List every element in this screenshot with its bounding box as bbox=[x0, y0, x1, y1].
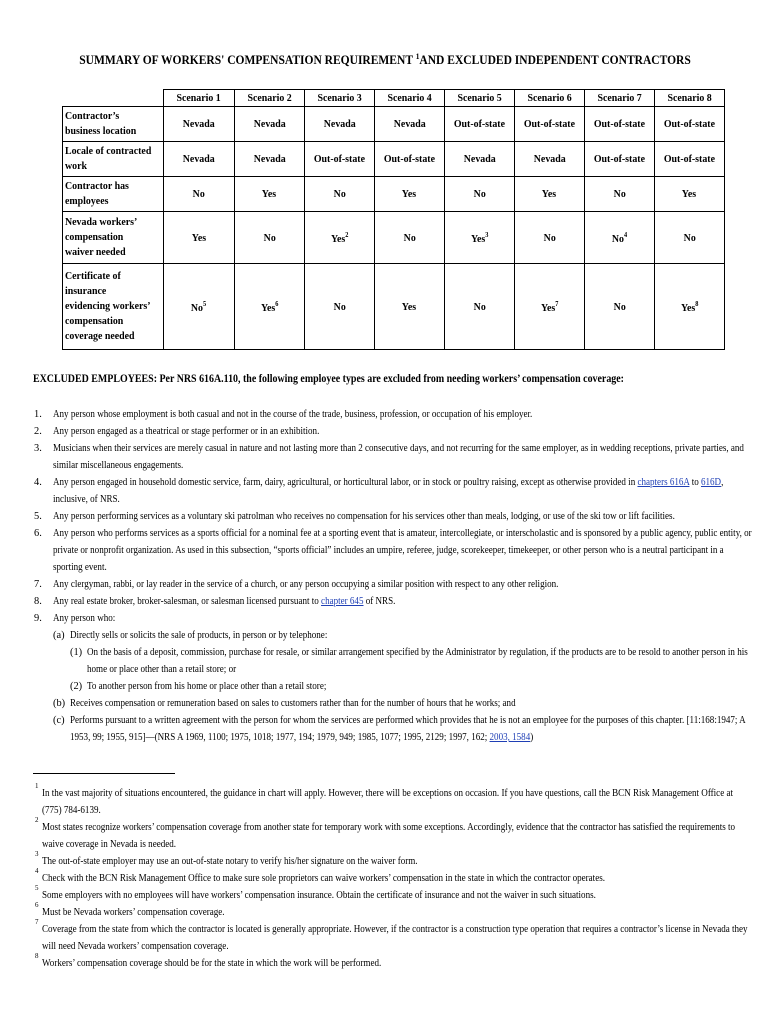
scenario-cell bbox=[374, 212, 444, 264]
table-row bbox=[63, 142, 725, 177]
list-item-number: 6. bbox=[34, 528, 42, 539]
scenario-header bbox=[163, 90, 234, 107]
scenario-cell bbox=[514, 142, 584, 177]
sub-item-number: (b) bbox=[53, 698, 66, 709]
table-row bbox=[63, 177, 725, 212]
footnote-text: Some employers with no employees will have workers’ compensation insurance. Obtain the certificate of insurance and not the waiver in such situations. bbox=[42, 890, 596, 901]
footnote-text: Check with the BCN Risk Management Office to make sure sole proprietors can waive workers’ compensation in the state in which the contractor operates. bbox=[42, 873, 605, 884]
list-item-number: 5. bbox=[34, 511, 42, 522]
list-item-text: Any clergyman, rabbi, or lay reader in the service of a church, or any person occupying a similar position with respect to any other religion. bbox=[53, 579, 559, 590]
footnote-ref: 5 bbox=[203, 299, 207, 308]
cell-value: No$^4$ bbox=[611, 230, 628, 245]
cell-value: Out-of-state bbox=[593, 153, 645, 165]
list-item-text: Any person performing services as a voluntary ski patrolman who receives no compensation for his services other than meals, lodging, or use of the ski tow or lift facilities. bbox=[53, 511, 675, 522]
sub-item-number: (a) bbox=[53, 630, 65, 641]
sub-item-text: To another person from his home or place other than a retail store; bbox=[87, 681, 327, 692]
cell-value: Yes bbox=[402, 300, 417, 313]
scenario-cell bbox=[514, 212, 584, 264]
row-label-line: Locale of contracted bbox=[65, 145, 152, 157]
list-item-text: Any person engaged in household domestic service, farm, dairy, agricultural, or horticultural labor, or in stock or poultry raising, except as otherwise provided in chapters 616A to 616D, bbox=[53, 477, 724, 488]
list-item-text: sporting event. bbox=[53, 562, 107, 573]
footnote-text: Coverage from the state from which the contractor is located is generally appropriate. However, if the contractor is a construction type operation that requires a contractor’s license in Nevada they bbox=[42, 924, 748, 935]
footnote-ref: 2 bbox=[344, 230, 349, 239]
cell-value: No bbox=[473, 300, 486, 313]
scenario-cell bbox=[234, 177, 304, 212]
sub-item-number: (2) bbox=[70, 681, 83, 692]
nrs-chapter-link[interactable]: chapters 616A bbox=[637, 477, 690, 488]
row-label-line: work bbox=[65, 160, 88, 172]
footnote-number: 6 bbox=[35, 901, 39, 909]
scenario-cell bbox=[163, 177, 234, 212]
cell-value: Nevada bbox=[253, 153, 286, 165]
scenario-cell bbox=[584, 212, 654, 264]
cell-value: No$^5$ bbox=[191, 299, 207, 314]
scenario-cell bbox=[654, 212, 724, 264]
scenario-cell bbox=[654, 264, 724, 350]
list-item-text: Musicians when their services are merely casual in nature and not lasting more than 2 consecutive days, and not recurring for the same employer, as in wedding receptions, private parties, and bbox=[53, 443, 744, 454]
cell-value: Out-of-state bbox=[663, 153, 715, 165]
scenario-cell bbox=[654, 177, 724, 212]
sub-item-text: Directly sells or solicits the sale of products, in person or by telephone: bbox=[70, 630, 328, 641]
cell-value: Yes bbox=[682, 188, 697, 200]
table-row bbox=[63, 212, 725, 264]
row-label-line: Contractor’s bbox=[65, 110, 120, 122]
scenario-cell bbox=[234, 142, 304, 177]
scenario-cell bbox=[304, 142, 374, 177]
scenario-header bbox=[444, 90, 514, 107]
cell-value: Out-of-state bbox=[593, 118, 645, 130]
cell-value: Yes bbox=[542, 188, 557, 200]
scenario-cell bbox=[374, 177, 444, 212]
list-item-number: 4. bbox=[34, 477, 42, 488]
cell-value: Out-of-state bbox=[313, 153, 365, 165]
list-item-number: 7. bbox=[34, 579, 42, 590]
cell-value: No bbox=[263, 231, 276, 244]
scenario-cell bbox=[584, 142, 654, 177]
row-label-line: waiver needed bbox=[65, 246, 126, 258]
cell-value: Nevada bbox=[253, 118, 286, 130]
nrs-chapter-link[interactable]: chapter 645 bbox=[321, 596, 364, 607]
sub-item-text: 1953, 99; 1955, 915]—(NRS A 1969, 1100; 1975, 1018; 1977, 194; 1979, 949; 1985, 1077; 1995, 2129; 1997, 162; 2003, 1584) bbox=[70, 732, 534, 743]
cell-value: No bbox=[403, 231, 416, 244]
scenario-cell bbox=[234, 107, 304, 142]
scenario-cell bbox=[654, 107, 724, 142]
table-corner bbox=[63, 90, 164, 107]
footnote-text: waive coverage in Nevada is needed. bbox=[42, 839, 177, 850]
scenario-header-text: Scenario 6 bbox=[527, 92, 572, 104]
footnote-ref: 4 bbox=[623, 230, 628, 239]
scenario-header-text: Scenario 4 bbox=[387, 92, 432, 104]
cell-value: No bbox=[683, 231, 696, 244]
scenario-cell bbox=[234, 212, 304, 264]
scenario-cell bbox=[304, 107, 374, 142]
scenario-cell bbox=[163, 142, 234, 177]
scenario-header bbox=[234, 90, 304, 107]
cell-value: Nevada bbox=[182, 153, 215, 165]
list-item-number: 9. bbox=[34, 613, 42, 624]
row-label-line: compensation bbox=[65, 231, 124, 243]
scenario-cell bbox=[444, 177, 514, 212]
row-label-line: business location bbox=[65, 125, 137, 137]
sub-item-number: (c) bbox=[53, 715, 65, 726]
footnote-text: Workers’ compensation coverage should be for the state in which the work will be performed. bbox=[42, 958, 382, 969]
list-item-text: Any person engaged as a theatrical or stage performer or in an exhibition. bbox=[53, 426, 320, 437]
cell-value: No bbox=[543, 231, 556, 244]
footnote-number: 8 bbox=[35, 952, 39, 960]
row-label bbox=[63, 142, 164, 177]
scenario-cell bbox=[374, 142, 444, 177]
footnote-number: 7 bbox=[35, 918, 39, 926]
row-label bbox=[63, 264, 164, 350]
scenario-header bbox=[654, 90, 724, 107]
footnote-ref: 6 bbox=[274, 299, 279, 308]
scenario-cell bbox=[304, 264, 374, 350]
scenario-cell bbox=[514, 177, 584, 212]
footnote-number: 3 bbox=[35, 850, 39, 858]
footnote-text: (775) 784-6139. bbox=[42, 805, 101, 816]
row-label-line: Nevada workers’ bbox=[65, 216, 138, 228]
list-item-text: private or nonprofit organization. As used in this subsection, “sports official” includes an umpire, referee, judge, scorekeeper, timekeeper, or other person who is a neutral participant in a bbox=[53, 545, 724, 556]
cell-value: No bbox=[473, 188, 486, 200]
row-label-line: compensation bbox=[65, 315, 124, 327]
cell-value: No bbox=[192, 188, 205, 200]
scenario-cell bbox=[163, 264, 234, 350]
title-footnote-marker: 1 bbox=[415, 52, 420, 61]
scenario-cell bbox=[304, 177, 374, 212]
cell-value: Yes$^6$ bbox=[260, 299, 279, 314]
page-title bbox=[27, 52, 743, 68]
cell-value: Yes bbox=[191, 231, 207, 244]
row-label bbox=[63, 212, 164, 264]
table-row bbox=[63, 107, 725, 142]
cell-value: Out-of-state bbox=[383, 153, 435, 165]
scenario-cell bbox=[514, 107, 584, 142]
scenario-header bbox=[584, 90, 654, 107]
footnote-ref: 7 bbox=[554, 299, 559, 308]
cell-value: Yes$^7$ bbox=[540, 299, 559, 314]
sub-item-text: On the basis of a deposit, commission, purchase for resale, or similar arrangement specified by the Administrator by regulation, if the products are to be resold to another person in his bbox=[87, 647, 748, 658]
cell-value: Yes$^2$ bbox=[330, 230, 349, 245]
list-item-number: 1. bbox=[34, 409, 42, 420]
list-item-text: similar miscellaneous engagements. bbox=[53, 460, 184, 471]
scenario-header bbox=[374, 90, 444, 107]
scenario-cell bbox=[444, 264, 514, 350]
nrs-chapter-link[interactable]: 2003, 1584 bbox=[489, 732, 531, 743]
sub-item-text: Performs pursuant to a written agreement with the person for whom the services are performed which provides that he is not an employee for the purposes of this chapter. [11:168:1947; A bbox=[70, 715, 746, 726]
cell-value: Nevada bbox=[463, 153, 496, 165]
footnote-number: 1 bbox=[35, 782, 39, 790]
list-item-number: 8. bbox=[34, 596, 42, 607]
scenario-header-text: Scenario 8 bbox=[667, 92, 712, 104]
row-label-line: employees bbox=[65, 195, 109, 207]
list-item-number: 2. bbox=[34, 426, 42, 437]
footnote-number: 4 bbox=[35, 867, 39, 875]
footnote-text: Most states recognize workers’ compensation coverage from another state for temporary work with some exceptions. Accordingly, evidence that the contractor has satisfied the requirements to bbox=[42, 822, 736, 833]
title-text-before: SUMMARY OF WORKERS' COMPENSATION REQUIREMENT bbox=[79, 53, 413, 67]
cell-value: Out-of-state bbox=[453, 118, 505, 130]
list-item-number: 3. bbox=[34, 443, 42, 454]
scenario-cell bbox=[374, 107, 444, 142]
cell-value: Nevada bbox=[323, 118, 356, 130]
row-label-line: evidencing workers’ bbox=[65, 300, 151, 312]
footnote-number: 2 bbox=[35, 816, 39, 824]
scenario-cell bbox=[444, 212, 514, 264]
scenario-cell bbox=[514, 264, 584, 350]
cell-value: Out-of-state bbox=[663, 118, 715, 130]
row-label bbox=[63, 107, 164, 142]
scenario-header-text: Scenario 5 bbox=[457, 92, 502, 104]
row-label-line: coverage needed bbox=[65, 330, 135, 342]
scenario-table bbox=[62, 89, 725, 350]
row-label-line: Contractor has bbox=[65, 180, 129, 192]
cell-value: No bbox=[333, 188, 346, 200]
row-label-line: insurance bbox=[65, 285, 107, 297]
nrs-chapter-link[interactable]: 616D bbox=[701, 477, 722, 488]
footnote-text: will need Nevada workers’ compensation coverage. bbox=[42, 941, 229, 952]
sub-item-number: (1) bbox=[70, 647, 83, 658]
cell-value: Nevada bbox=[182, 118, 215, 130]
list-item-text: Any real estate broker, broker-salesman, or salesman licensed pursuant to chapter 645 of NRS. bbox=[53, 596, 396, 607]
row-label bbox=[63, 177, 164, 212]
scenario-cell bbox=[584, 177, 654, 212]
scenario-cell bbox=[163, 212, 234, 264]
row-label-line: Certificate of bbox=[65, 270, 121, 282]
scenario-cell bbox=[654, 142, 724, 177]
footnote-text: The out-of-state employer may use an out-of-state notary to verify his/her signature on the waiver form. bbox=[42, 856, 418, 867]
list-item-text: Any person whose employment is both casual and not in the course of the trade, business, profession, or occupation of his employer. bbox=[53, 409, 533, 420]
cell-value: Nevada bbox=[393, 118, 426, 130]
cell-value: No bbox=[613, 300, 626, 313]
footnote-number: 5 bbox=[35, 884, 39, 892]
cell-value: Yes$^8$ bbox=[680, 299, 699, 314]
cell-value: Nevada bbox=[533, 153, 566, 165]
scenario-header-text: Scenario 1 bbox=[176, 92, 222, 104]
excluded-employees-heading: EXCLUDED EMPLOYEES: Per NRS 616A.110, the following employee types are excluded from needing workers’ compensation coverage: bbox=[33, 373, 625, 385]
scenario-cell bbox=[163, 107, 234, 142]
footnote-ref: 3 bbox=[484, 230, 489, 239]
sub-item-text: home or place other than a retail store; or bbox=[87, 664, 237, 675]
scenario-cell bbox=[584, 107, 654, 142]
sub-item-text: Receives compensation or remuneration based on sales to customers rather than for the number of hours that he works; and bbox=[70, 698, 516, 709]
scenario-cell bbox=[584, 264, 654, 350]
table-row bbox=[63, 264, 725, 350]
cell-value: Yes bbox=[402, 188, 417, 200]
list-item-text: inclusive, of NRS. bbox=[53, 494, 120, 505]
scenario-cell bbox=[444, 107, 514, 142]
footnote-text: In the vast majority of situations encountered, the guidance in chart will apply. However, there will be exceptions on occasion. If you have questions, call the BCN Risk Management Office at bbox=[42, 788, 733, 799]
list-item-text: Any person who: bbox=[53, 613, 116, 624]
cell-value: Out-of-state bbox=[523, 118, 575, 130]
footnote-ref: 8 bbox=[694, 299, 699, 308]
scenario-header bbox=[304, 90, 374, 107]
scenario-header bbox=[514, 90, 584, 107]
footnote-text: Must be Nevada workers’ compensation coverage. bbox=[42, 907, 225, 918]
cell-value: No bbox=[333, 300, 346, 313]
title-text-after: AND EXCLUDED INDEPENDENT CONTRACTORS bbox=[419, 53, 691, 67]
scenario-header-text: Scenario 3 bbox=[317, 92, 362, 104]
cell-value: Yes$^3$ bbox=[470, 230, 489, 245]
scenario-cell bbox=[444, 142, 514, 177]
scenario-header-text: Scenario 7 bbox=[597, 92, 642, 104]
footnote-divider bbox=[33, 773, 175, 774]
list-item-text: Any person who performs services as a sports official for a nominal fee at a sporting event that is amateur, intercollegiate, or interscholastic and is sponsored by a public agency, public entity, or bbox=[53, 528, 752, 539]
scenario-header-text: Scenario 2 bbox=[247, 92, 292, 104]
scenario-cell bbox=[374, 264, 444, 350]
scenario-cell bbox=[304, 212, 374, 264]
scenario-cell bbox=[234, 264, 304, 350]
cell-value: No bbox=[613, 188, 626, 200]
cell-value: Yes bbox=[262, 188, 277, 200]
